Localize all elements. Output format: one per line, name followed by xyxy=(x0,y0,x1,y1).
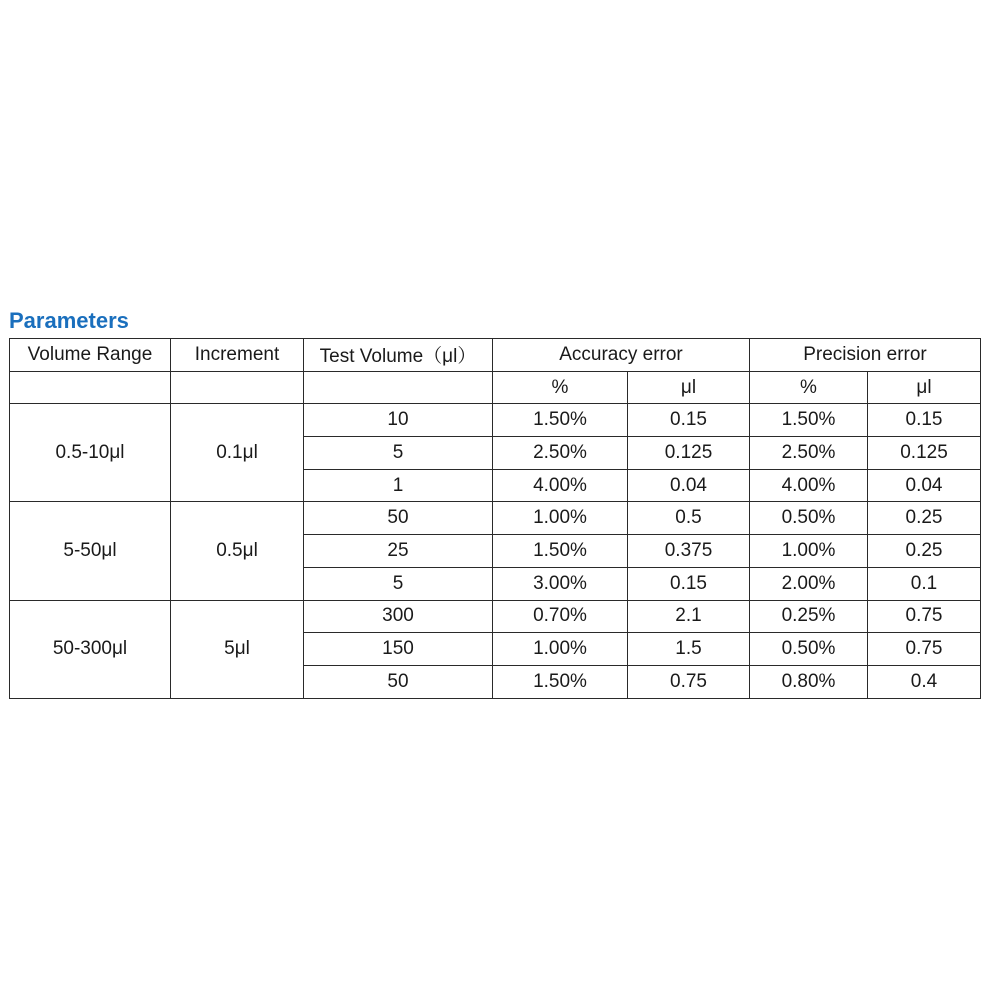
accuracy-percent-cell: 1.00% xyxy=(493,633,628,666)
increment-cell: 0.5μl xyxy=(171,502,304,600)
test-volume-cell: 150 xyxy=(304,633,493,666)
header-test-volume: Test Volume（μl） xyxy=(304,339,493,372)
test-volume-cell: 5 xyxy=(304,567,493,600)
subheader-precision-microliter: μl xyxy=(868,371,981,404)
precision-percent-cell: 0.25% xyxy=(750,600,868,633)
table-row xyxy=(10,600,981,633)
test-volume-cell: 5 xyxy=(304,437,493,470)
precision-percent-cell: 2.50% xyxy=(750,437,868,470)
table-row xyxy=(10,502,981,535)
precision-percent-cell: 1.50% xyxy=(750,404,868,437)
test-volume-cell: 25 xyxy=(304,535,493,568)
accuracy-microliter-cell: 0.15 xyxy=(628,404,750,437)
precision-microliter-cell: 0.1 xyxy=(868,567,981,600)
table-row xyxy=(10,404,981,437)
precision-microliter-cell: 0.75 xyxy=(868,633,981,666)
subheader-empty-cell xyxy=(171,371,304,404)
accuracy-microliter-cell: 0.5 xyxy=(628,502,750,535)
increment-cell: 0.1μl xyxy=(171,404,304,502)
header-precision-error: Precision error xyxy=(750,339,981,372)
accuracy-microliter-cell: 0.375 xyxy=(628,535,750,568)
header-row xyxy=(10,339,981,372)
header-increment: Increment xyxy=(171,339,304,372)
accuracy-percent-cell: 1.00% xyxy=(493,502,628,535)
precision-percent-cell: 4.00% xyxy=(750,469,868,502)
header-accuracy-error: Accuracy error xyxy=(493,339,750,372)
accuracy-microliter-cell: 0.15 xyxy=(628,567,750,600)
subheader-empty-cell xyxy=(10,371,171,404)
header-volume-range: Volume Range xyxy=(10,339,171,372)
accuracy-percent-cell: 0.70% xyxy=(493,600,628,633)
accuracy-percent-cell: 1.50% xyxy=(493,404,628,437)
precision-percent-cell: 0.50% xyxy=(750,633,868,666)
volume-range-cell: 5-50μl xyxy=(10,502,171,600)
test-volume-cell: 1 xyxy=(304,469,493,502)
parameters-table xyxy=(9,338,981,699)
test-volume-cell: 50 xyxy=(304,665,493,698)
precision-microliter-cell: 0.04 xyxy=(868,469,981,502)
precision-microliter-cell: 0.4 xyxy=(868,665,981,698)
accuracy-microliter-cell: 1.5 xyxy=(628,633,750,666)
accuracy-microliter-cell: 0.04 xyxy=(628,469,750,502)
subheader-accuracy-percent: % xyxy=(493,371,628,404)
accuracy-microliter-cell: 0.125 xyxy=(628,437,750,470)
test-volume-cell: 10 xyxy=(304,404,493,437)
precision-microliter-cell: 0.125 xyxy=(868,437,981,470)
precision-percent-cell: 0.50% xyxy=(750,502,868,535)
precision-percent-cell: 0.80% xyxy=(750,665,868,698)
precision-microliter-cell: 0.25 xyxy=(868,502,981,535)
increment-cell: 5μl xyxy=(171,600,304,698)
subheader-empty-cell xyxy=(304,371,493,404)
test-volume-cell: 50 xyxy=(304,502,493,535)
volume-range-cell: 50-300μl xyxy=(10,600,171,698)
precision-percent-cell: 1.00% xyxy=(750,535,868,568)
accuracy-percent-cell: 1.50% xyxy=(493,665,628,698)
accuracy-percent-cell: 2.50% xyxy=(493,437,628,470)
precision-microliter-cell: 0.25 xyxy=(868,535,981,568)
precision-microliter-cell: 0.15 xyxy=(868,404,981,437)
page-title: Parameters xyxy=(9,308,129,333)
subheader-accuracy-microliter: μl xyxy=(628,371,750,404)
accuracy-microliter-cell: 0.75 xyxy=(628,665,750,698)
subheader-row xyxy=(10,371,981,404)
volume-range-cell: 0.5-10μl xyxy=(10,404,171,502)
test-volume-cell: 300 xyxy=(304,600,493,633)
accuracy-percent-cell: 3.00% xyxy=(493,567,628,600)
accuracy-percent-cell: 1.50% xyxy=(493,535,628,568)
accuracy-percent-cell: 4.00% xyxy=(493,469,628,502)
precision-percent-cell: 2.00% xyxy=(750,567,868,600)
precision-microliter-cell: 0.75 xyxy=(868,600,981,633)
accuracy-microliter-cell: 2.1 xyxy=(628,600,750,633)
subheader-precision-percent: % xyxy=(750,371,868,404)
